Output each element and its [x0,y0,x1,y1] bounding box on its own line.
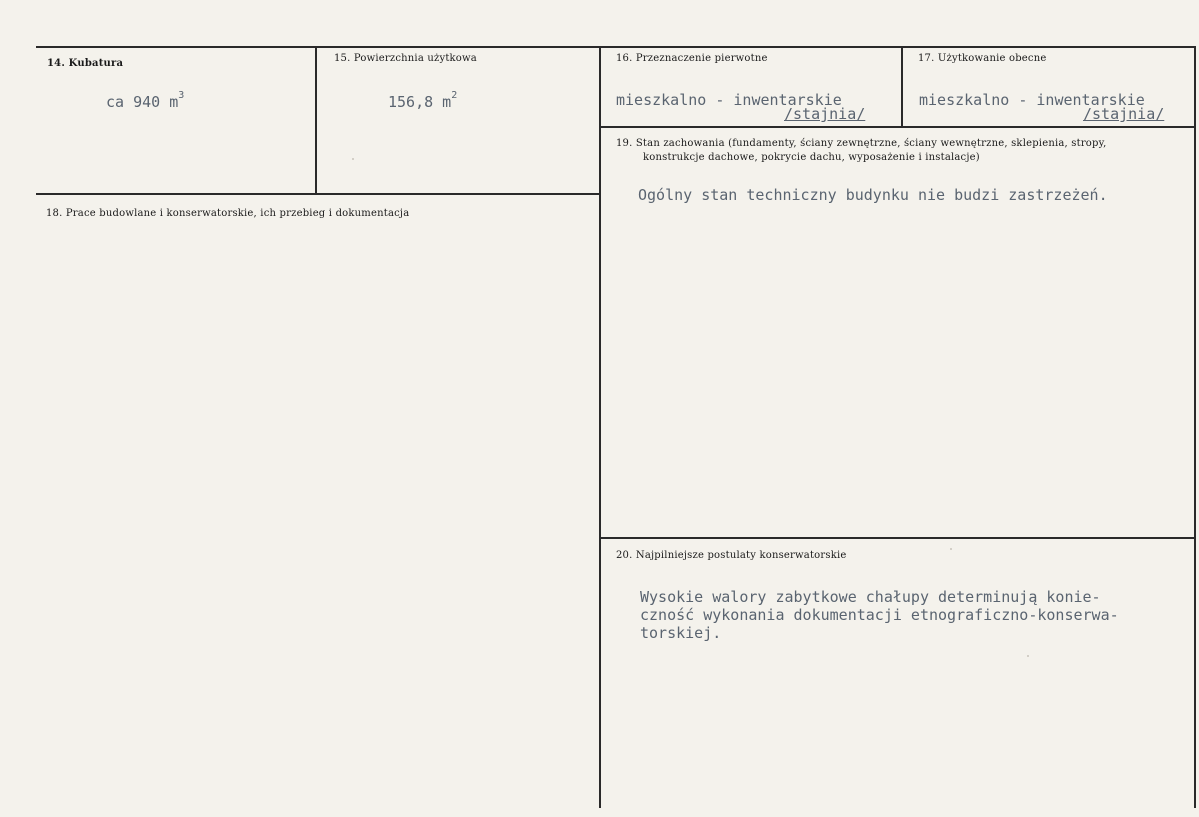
divider-row-19-20 [599,537,1196,539]
field-14-value: ca 940 $m^3$ [106,90,185,111]
field-20-label: 20. Najpilniejsze postulaty konserwatorskie [616,550,847,561]
divider-15-16 [599,46,601,808]
field-19-text: Ogólny stan techniczny budynku nie budzi zastrzeżeń. [638,186,1108,204]
field-20-text-line3: torskiej. [640,624,722,642]
paper-speck [950,548,952,550]
divider-row-14-18 [36,193,601,195]
paper-speck [352,158,354,160]
field-16-value-line2: /stajnia/ [784,105,866,123]
field-17-value-line2: /stajnia/ [1083,105,1165,123]
right-border [1194,46,1196,808]
field-16-label: 16. Przeznaczenie pierwotne [616,53,768,64]
field-16-value-line1: mieszkalno - inwentarskie [616,91,842,109]
field-19-label-line1: 19. Stan zachowania (fundamenty, ściany zewnętrzne, ściany wewnętrzne, sklepienia, stropy, [616,138,1107,149]
divider-row-16-19 [599,126,1196,128]
field-15-value: 156,8 $m^2$ [388,90,458,111]
field-20-text-line2: czność wykonania dokumentacji etnograficzno-konserwa- [640,606,1119,624]
field-20-text-line1: Wysokie walory zabytkowe chałupy determinują konie- [640,588,1101,606]
divider-16-17 [901,46,903,126]
field-14-label: 14. Kubatura [47,58,124,69]
field-17-label: 17. Użytkowanie obecne [918,53,1047,64]
field-15-label: 15. Powierzchnia użytkowa [334,53,477,64]
field-19-label-line2: konstrukcje dachowe, pokrycie dachu, wyposażenie i instalacje) [643,152,980,163]
paper-speck [1027,655,1029,657]
field-17-value-line1: mieszkalno - inwentarskie [919,91,1145,109]
field-18-label: 18. Prace budowlane i konserwatorskie, ich przebieg i dokumentacja [46,208,410,219]
top-border [36,46,1196,48]
divider-14-15 [315,46,317,194]
